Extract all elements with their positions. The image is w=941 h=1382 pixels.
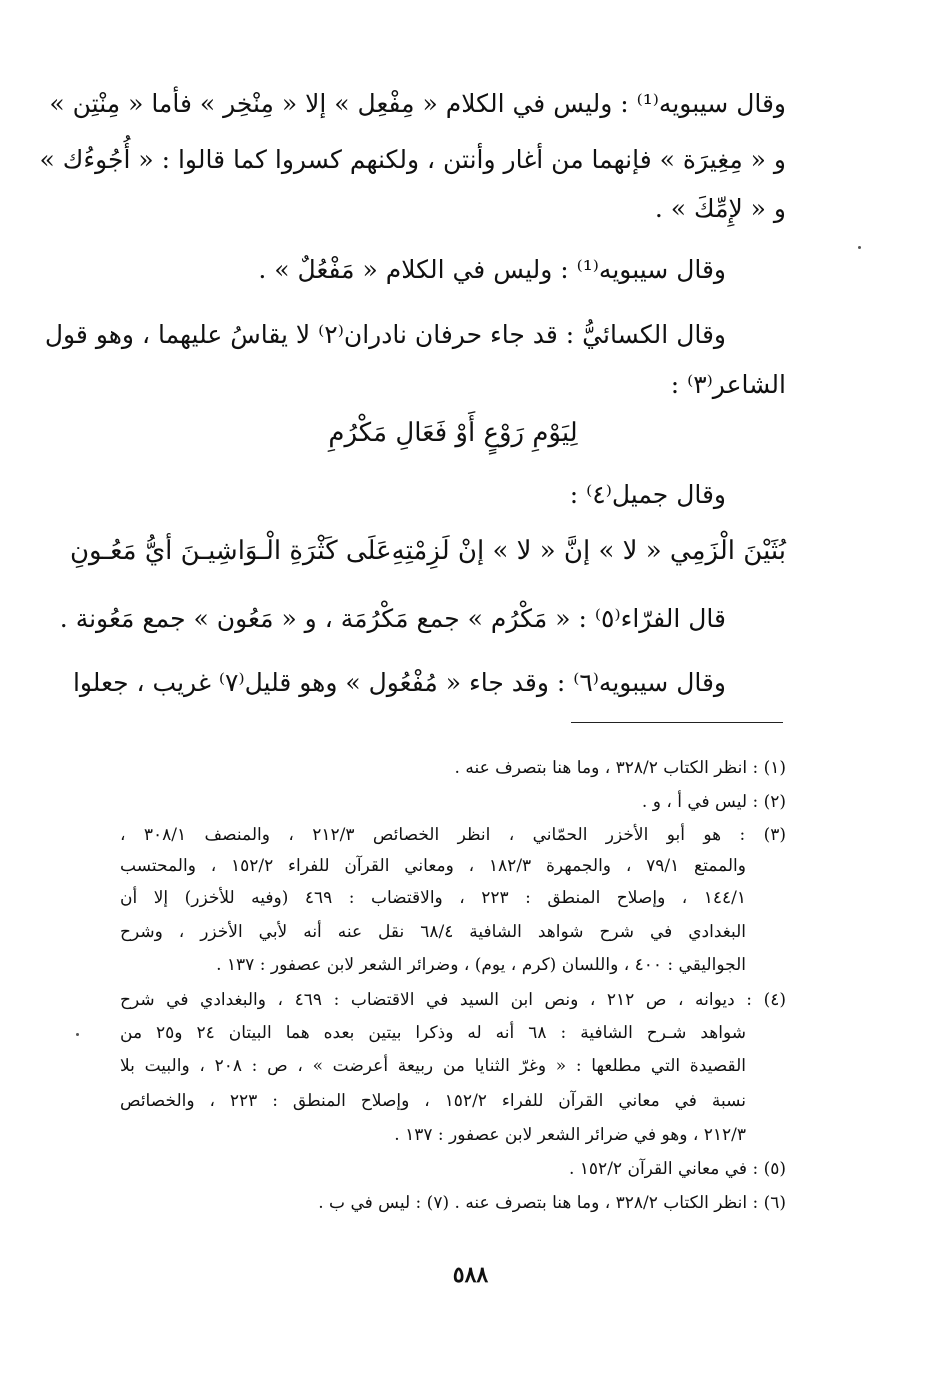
verse-hemistich-right: بُثَيْنَ الْزَمِي « لا » إنَّ « لا » إنْ لَزِمْتِهِ	[391, 536, 786, 566]
verse-line-1: لِيَوْمِ رَوْعٍ أَوْ فَعَالِ مَكْرُمِ	[328, 418, 578, 448]
footnote-separator	[571, 722, 783, 723]
verse-hemistich-left: عَلَى كَثْرَةِ الْـوَاشِيـنَ أيُّ مَعُـونِ	[69, 536, 392, 566]
footnote-3-line-3: ١٤٤/١ ، وإصلاح المنطق : ٢٢٣ ، والاقتضاب : ٤٦٩ (وفيه للأخزر) إلا أن	[120, 888, 747, 908]
scan-speck	[76, 1033, 79, 1036]
main-text-line-7: وقال جميل⁽٤⁾ :	[569, 480, 726, 509]
footnote-4-line-1: (٤) : ديوانه ، ص ٢١٢ ، ونص ابن السيد في الاقتضاب : ٤٦٩ ، والبغدادي في شرح	[120, 990, 786, 1010]
verse-line-2	[69, 536, 786, 566]
footnote-5: (٥) : في معاني القرآن ١٥٢/٢ .	[568, 1159, 786, 1179]
footnote-4-line-2: شواهد شـرح الشافية : ٦٨ أنه له وذكرا بيتين بعده هما البيتان ٢٤ و٢٥ من	[120, 1023, 746, 1043]
main-text-line-8: قال الفرّاء⁽٥⁾ : « مَكْرُم » جمع مَكْرُمَة ، و « مَعُون » جمع مَعُونة .	[59, 604, 726, 633]
footnote-3-line-1: (٣) : هو أبو الأخزر الحمّاني ، انظر الخصائص ٢١٢/٣ ، والمنصف ٣٠٨/١ ،	[120, 825, 787, 845]
footnote-3-line-5: الجواليقي : ٤٠٠ ، واللسان (كرم ، يوم) ، وضرائر الشعر لابن عصفور : ١٣٧ .	[216, 955, 746, 975]
main-text-line-4: وقال سيبويه⁽¹⁾ : وليس في الكلام « مَفْعُلٌ » .	[258, 255, 726, 284]
main-text-line-6: الشاعر⁽٣⁾ :	[670, 370, 786, 399]
footnote-1: (١) : انظر الكتاب ٣٢٨/٢ ، وما هنا بتصرف عنه .	[454, 758, 786, 778]
footnote-6-7: (٦) : انظر الكتاب ٣٢٨/٢ ، وما هنا بتصرف عنه . (٧) : ليس في ب .	[318, 1193, 786, 1213]
main-text-line-9: وقال سيبويه⁽٦⁾ : وقد جاء « مُفْعُول » وهو قليل⁽٧⁾ غريب ، جعلوا	[72, 668, 726, 697]
footnote-4-line-3: القصيدة التي مطلعها : « وغرّ الثنايا من ربيعة أعرضت » ، ص : ٢٠٨ ، والبيت بلا	[120, 1056, 747, 1076]
footnote-3-line-4: البغدادي في شرح شواهد الشافية ٦٨/٤ نقل عنه أنه لأبي الأخزر ، وشرح	[120, 922, 746, 942]
main-text-line-2: و « مِغِيرَة » فإنهما من أغار وأنتن ، ولكنهم كسروا كما قالوا : « أُجُوءُك »	[39, 145, 786, 174]
footnote-2: (٢) : ليس في أ ، و .	[641, 792, 786, 812]
main-text-line-1: وقال سيبويه⁽¹⁾ : وليس في الكلام « مِفْعِل » إلا « مِنْخِر » فأما « مِنْتِن »	[49, 89, 786, 118]
scan-speck	[858, 246, 861, 249]
main-text-line-3: و « لإِمِّكَ » .	[654, 194, 786, 223]
main-text-line-5: وقال الكسائيُّ : قد جاء حرفان نادران⁽٢⁾ لا يقاسُ عليهما ، وهو قول	[44, 320, 726, 349]
page-number: ٥٨٨	[452, 1262, 489, 1288]
footnote-4-line-5: ٢١٢/٣ ، وهو في ضرائر الشعر لابن عصفور : ١٣٧ .	[394, 1125, 746, 1145]
footnote-4-line-4: نسبة في معاني القرآن للفراء ١٥٢/٢ ، وإصلاح المنطق : ٢٢٣ ، والخصائص	[120, 1091, 747, 1111]
footnote-3-line-2: والممتع ٧٩/١ ، والجمهرة ١٨٢/٣ ، ومعاني القرآن للفراء ١٥٢/٢ ، والمحتسب	[120, 856, 746, 876]
